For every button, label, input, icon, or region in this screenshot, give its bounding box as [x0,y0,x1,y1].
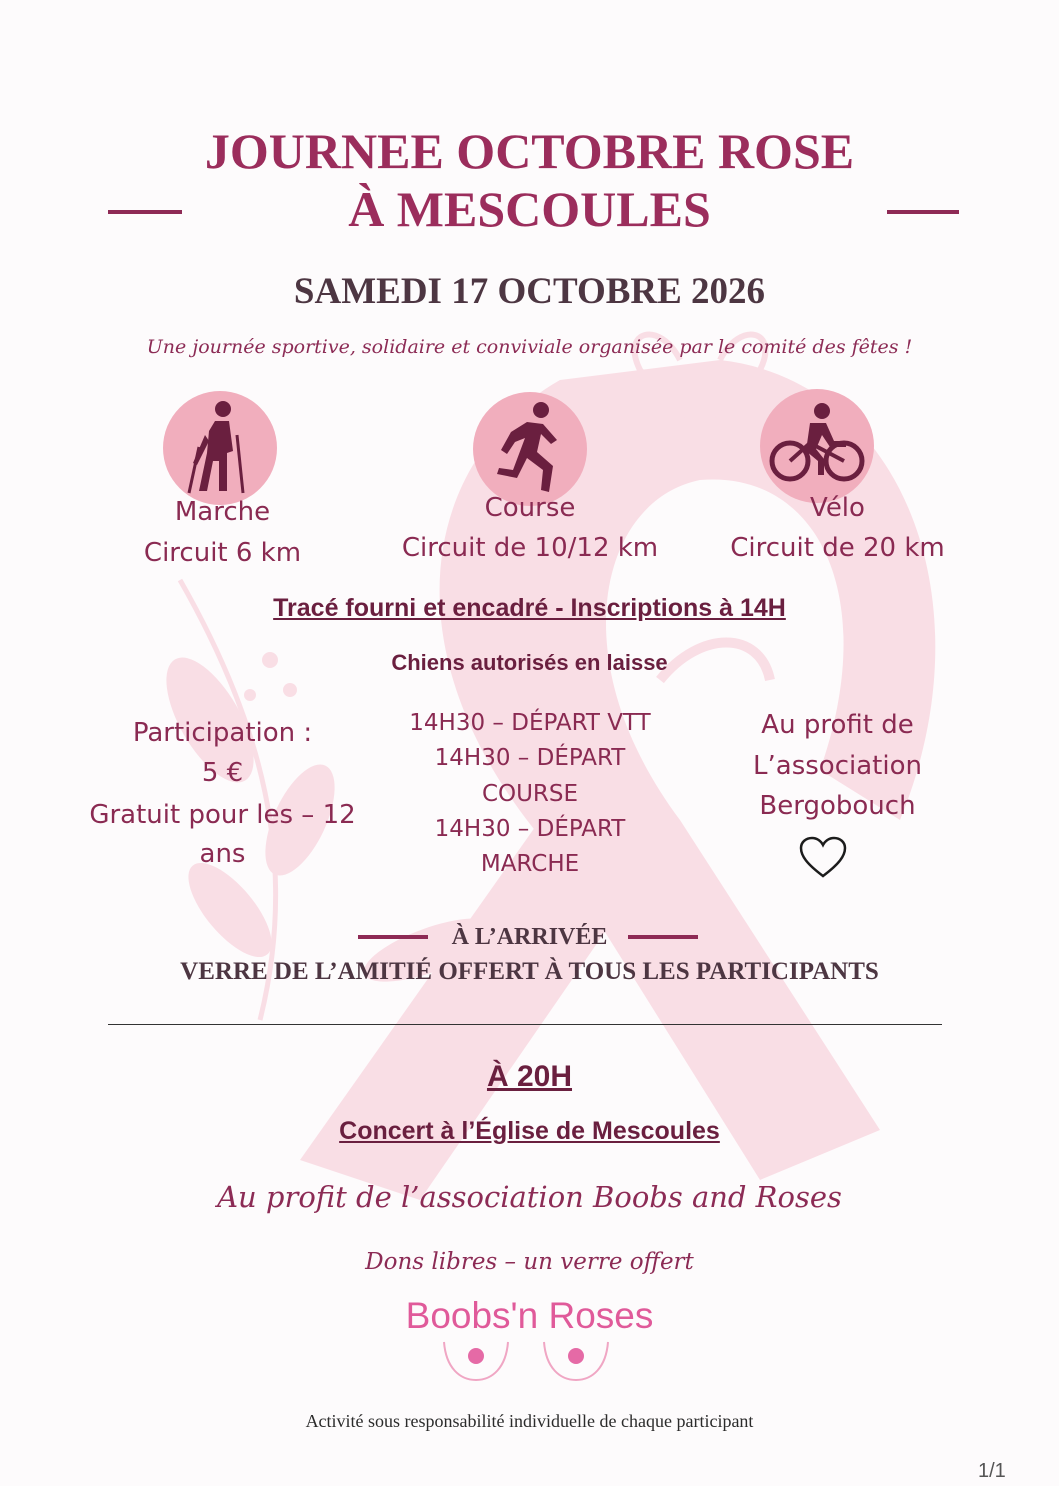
activity-name-marche: Marche [174,497,271,527]
schedule-line: MARCHE [480,851,580,877]
schedule-line: 14H30 – DÉPART [434,745,626,771]
heart-icon [799,836,847,880]
participation-label: Participation : [132,718,313,748]
title-line-2: À MESCOULES [348,181,711,237]
page-indicator: 1/1 [978,1460,1006,1482]
schedule-line: COURSE [481,781,579,807]
footer-disclaimer: Activité sous responsabilité individuelle de chaque participant [305,1411,754,1431]
schedule-line: 14H30 – DÉPART VTT [409,710,651,736]
participation-free-line1: Gratuit pour les – 12 [89,800,356,830]
evening-time: À 20H [486,1060,573,1093]
benefit-line1: Au profit de [761,710,914,740]
inscriptions-info: Tracé fourni et encadré - Inscriptions à 14H [273,594,786,622]
donations-info: Dons libres – un verre offert [365,1249,694,1275]
participation-price: 5 € [201,758,244,788]
benefit-line3: Bergobouch [759,791,916,821]
title-dash-right [887,210,959,214]
dogs-info: Chiens autorisés en laisse [391,650,668,675]
hiker-icon [163,391,277,505]
cyclist-icon [760,389,874,503]
participation-free-line2: ans [199,839,246,869]
tagline: Une journée sportive, solidaire et conviviale organisée par le comité des fêtes ! [146,336,913,358]
logo-roses-icon [440,1338,615,1384]
title-line-1: JOURNEE OCTOBRE ROSE [204,123,855,179]
activity-detail-velo: Circuit de 20 km [730,533,945,563]
schedule-line: 14H30 – DÉPART [434,816,626,842]
arrival-heading: À L’ARRIVÉE [451,924,608,950]
activity-name-velo: Vélo [810,493,865,523]
evening-benefit: Au profit de l’association Boobs and Roses [217,1180,842,1214]
title-dash-left [108,210,182,214]
runner-icon [473,392,587,506]
concert-info: Concert à l’Église de Mescoules [339,1117,720,1145]
event-date: SAMEDI 17 OCTOBRE 2026 [293,271,766,312]
arrival-text: VERRE DE L’AMITIÉ OFFERT À TOUS LES PARTICIPANTS [180,958,879,985]
activity-detail-course: Circuit de 10/12 km [401,533,659,563]
benefit-line2: L’association [753,751,922,781]
activity-name-course: Course [484,493,576,523]
activity-detail-marche: Circuit 6 km [143,538,302,568]
boobs-n-roses-logo: Boobs'n Roses [405,1295,654,1336]
separator-line [108,1024,942,1025]
